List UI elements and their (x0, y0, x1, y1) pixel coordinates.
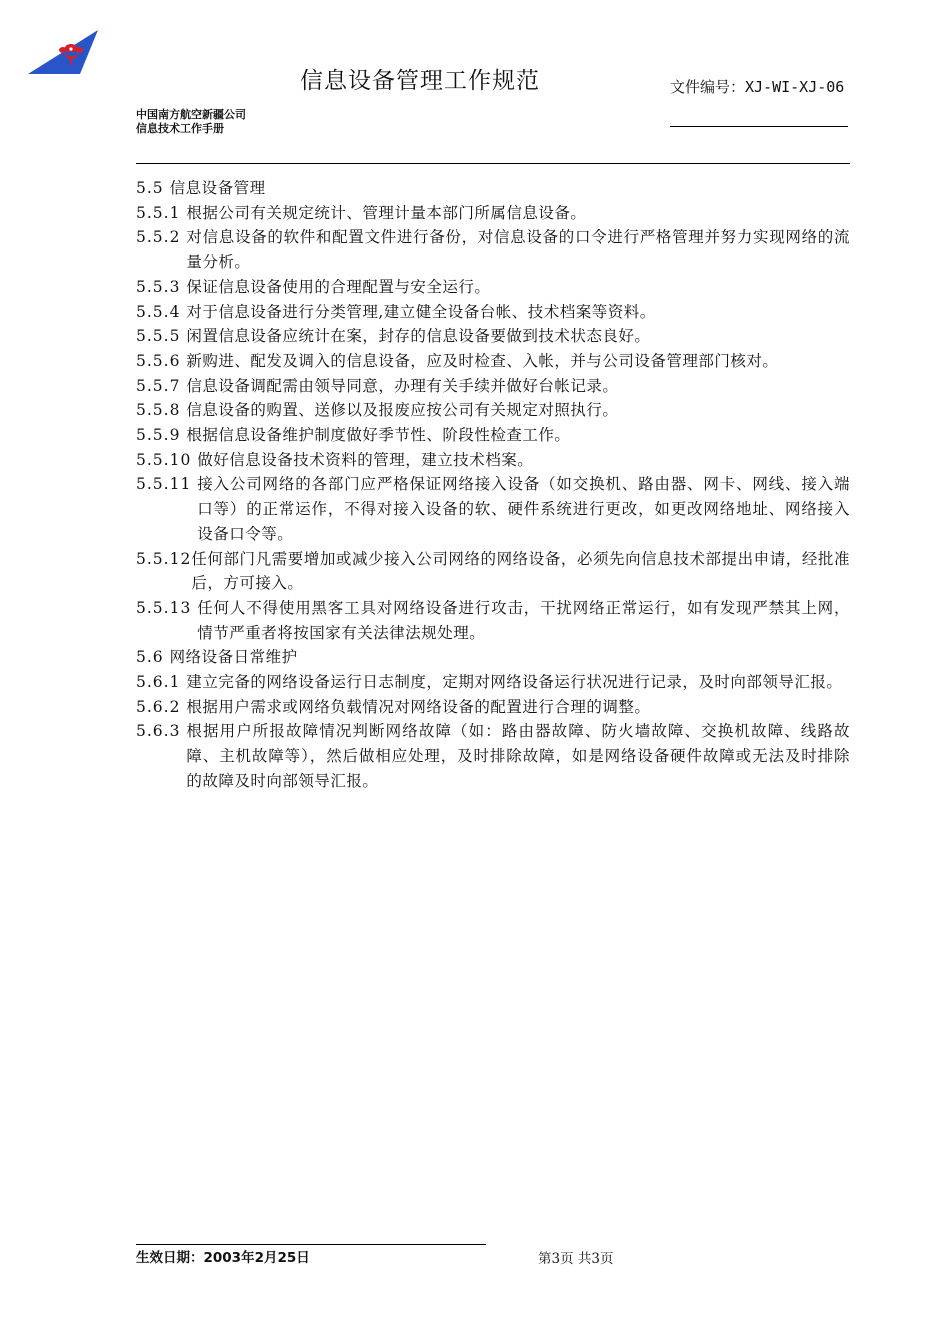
document-number-underline (670, 126, 848, 127)
clause-text: 信息设备调配需由领导同意，办理有关手续并做好台帐记录。 (186, 376, 619, 395)
clause-item (136, 448, 850, 473)
clause-text: 任何部门凡需要增加或减少接入公司网络的网络设备，必须先向信息技术部提出申请，经批准后，方可接入。 (191, 549, 850, 593)
clause-text: 对信息设备的软件和配置文件进行备份，对信息设备的口令进行严格管理并努力实现网络的流量分析。 (186, 228, 850, 272)
clause-number: 5.5.7 (136, 376, 187, 395)
kapok-flower-logo-icon (28, 30, 100, 76)
clause-item (136, 324, 850, 349)
clause-number: 5.5.11 (136, 475, 198, 494)
footer-divider (136, 1244, 486, 1245)
clause-number: 5.5.5 (136, 327, 187, 346)
clause-number: 5.6.2 (136, 697, 187, 716)
clause-number: 5.5 (136, 179, 170, 197)
clause-text: 任何人不得使用黑客工具对网络设备进行攻击，干扰网络正常运行，如有发现严禁其上网，情节严重者将按国家有关法律法规处理。 (197, 598, 850, 642)
clause-number: 5.5.2 (136, 228, 187, 247)
clause-number: 5.5.8 (136, 401, 187, 420)
document-number: 文件编号：XJ-WI-XJ-06 (670, 78, 845, 96)
clause-text: 根据用户所报故障情况判断网络故障（如：路由器故障、防火墙故障、交换机故障、线路故障、主机故障等），然后做相应处理，及时排除故障，如是网络设备硬件故障或无法及时排除的故障及时向部领导汇报。 (186, 722, 850, 790)
clause-text: 根据用户需求或网络负载情况对网络设备的配置进行合理的调整。 (186, 697, 651, 716)
clause-item (136, 719, 850, 793)
clause-text: 根据信息设备维护制度做好季节性、阶段性检查工作。 (186, 426, 571, 445)
clause-number: 5.6.1 (136, 673, 187, 692)
header-divider (136, 163, 850, 164)
clause-item (136, 374, 850, 399)
clause-text: 接入公司网络的各部门应严格保证网络接入设备（如交换机、路由器、网卡、网线、接入端口等）的正常运作，不得对接入设备的软、硬件系统进行更改，如更改网络地址、网络接入设备口令等。 (197, 475, 850, 543)
clause-item (136, 645, 850, 670)
clause-number: 5.5.13 (136, 598, 198, 617)
clause-text: 做好信息设备技术资料的管理，建立技术档案。 (197, 450, 534, 469)
clause-number: 5.6.3 (136, 722, 187, 741)
clause-text: 根据公司有关规定统计、管理计量本部门所属信息设备。 (186, 203, 587, 222)
clause-item (136, 176, 850, 201)
clause-text: 信息设备的购置、送修以及报废应按公司有关规定对照执行。 (186, 401, 619, 420)
clause-item (136, 423, 850, 448)
clause-text: 网络设备日常维护 (169, 648, 298, 667)
clause-number: 5.5.3 (136, 277, 187, 296)
clause-item (136, 225, 850, 274)
effective-date: 生效日期：2003年2月25日 (136, 1250, 310, 1266)
page-number: 第3页 共3页 (538, 1251, 614, 1267)
clause-item (136, 695, 850, 720)
document-body (136, 176, 850, 794)
clause-item (136, 349, 850, 374)
clause-item (136, 596, 850, 645)
clause-text: 信息设备管理 (169, 179, 266, 197)
clause-text: 闲置信息设备应统计在案，封存的信息设备要做到技术状态良好。 (186, 327, 651, 346)
clause-number: 5.5.10 (136, 450, 198, 469)
clause-number: 5.5.1 (136, 203, 187, 222)
clause-text: 保证信息设备使用的合理配置与安全运行。 (186, 277, 491, 296)
clause-text: 新购进、配发及调入的信息设备，应及时检查、入帐，并与公司设备管理部门核对。 (186, 351, 779, 370)
clause-number: 5.5.4 (136, 302, 187, 321)
clause-item (136, 547, 850, 596)
clause-number: 5.5.9 (136, 426, 187, 445)
clause-number: 5.5.6 (136, 351, 187, 370)
clause-number: 5.6 (136, 648, 170, 667)
document-title: 信息设备管理工作规范 (300, 68, 540, 94)
clause-item (136, 670, 850, 695)
clause-item (136, 275, 850, 300)
clause-text: 对于信息设备进行分类管理,建立健全设备台帐、技术档案等资料。 (186, 302, 656, 321)
clause-item (136, 398, 850, 423)
clause-item (136, 201, 850, 226)
clause-text: 建立完备的网络设备运行日志制度，定期对网络设备运行状况进行记录，及时向部领导汇报。 (186, 673, 843, 692)
clause-item (136, 472, 850, 546)
company-block (136, 108, 246, 136)
clause-item (136, 300, 850, 325)
clause-number: 5.5.12 (136, 549, 192, 568)
manual-name: 信息技术工作手册 (136, 122, 224, 135)
company-name: 中国南方航空新疆公司 (136, 108, 246, 121)
